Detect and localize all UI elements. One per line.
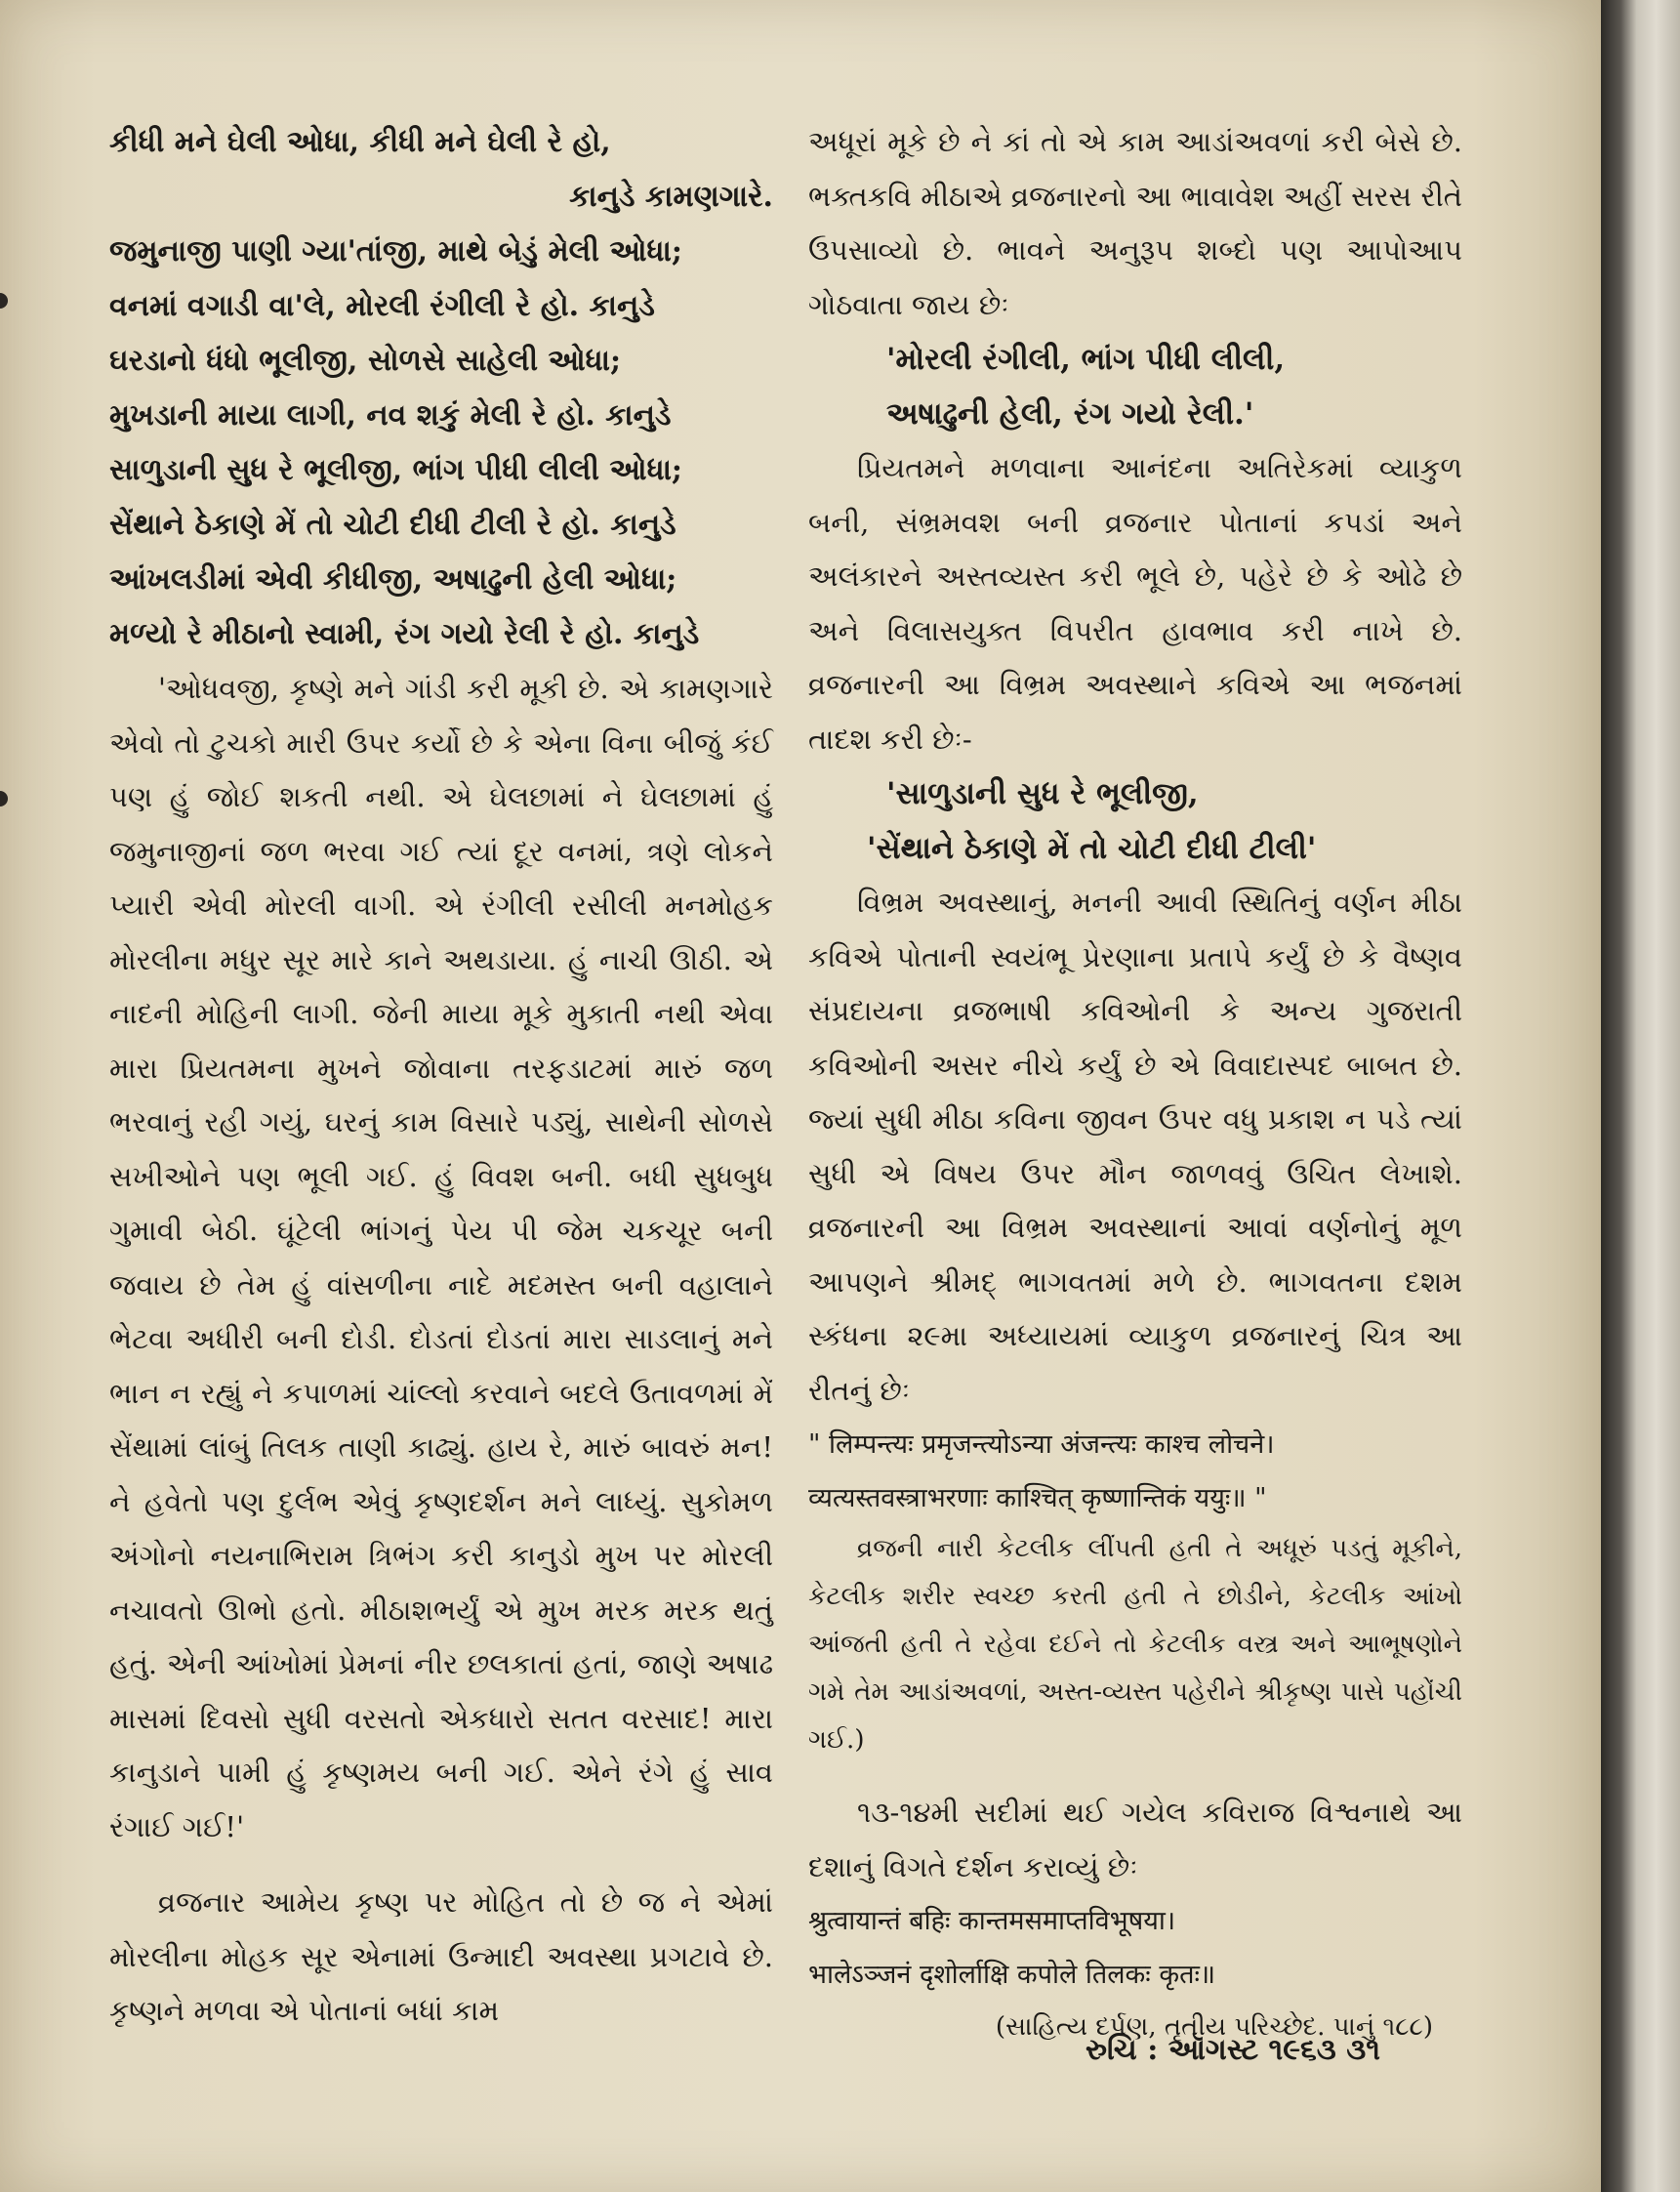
- verse-line: ઘરડાનો ધંધો ભૂલીજી, સોળસે સાહેલી ઓધા;: [109, 344, 622, 378]
- body-paragraph: વ્રજનાર આમેય કૃષ્ણ પર મોહિત તો છે જ ને એમાં મોરલીના મોહક સૂર એનામાં ઉન્માદી અવસ્થા પ્રગટાવે છે. કૃષ્ણને મળવા એ પોતાનાં બધાં કામ: [109, 1885, 773, 2027]
- right-column: [808, 115, 1462, 2052]
- body-paragraph: ૧૩-૧૪મી સદીમાં થઈ ગયેલ કવિરાજ વિશ્વનાથે આ દશાનું વિગતે દર્શન કરાવ્યું છેઃ: [808, 1796, 1462, 1883]
- sanskrit-verse-line: व्यत्यस्तवस्त्राभरणाः काश्चित् कृष्णान्तिकं ययुः॥ ": [808, 1483, 1267, 1513]
- verse-line: સેંથાને ઠેકાણે મેં તો ચોટી દીધી ટીલી રે હો. કાનુડે: [109, 508, 676, 542]
- verse-line: મળ્યો રે મીઠાનો સ્વામી, રંગ ગયો રેલી રે હો. કાનુડે: [109, 617, 700, 651]
- body-paragraph: અધૂરાં મૂકે છે ને કાં તો એ કામ આડાંઅવળાં કરી બેસે છે. ભક્તકવિ મીઠાએ વ્રજનારનો આ ભાવાવેશ અહીં સરસ રીતે ઉપસાવ્યો છે. ભાવને અનુરૂપ શબ્દો પણ આપોઆપ ગોઠવાતા જાય છેઃ: [808, 125, 1462, 321]
- quote-line: અષાઢુની હેલી, રંગ ગયો રેલી.': [886, 396, 1254, 432]
- verse-line: કાનુડે કામણગારે.: [569, 180, 773, 214]
- verse-line: વનમાં વગાડી વા'લે, મોરલી રંગીલી રે હો. કાનુડે: [109, 289, 655, 323]
- sanskrit-verse-line: श्रुत्वायान्तं बहिः कान्तमसमाप्तविभूषया।: [808, 1906, 1176, 1936]
- page-footer: રુચિ : ઑગસ્ટ ૧૯૬૩ ૩૧: [1086, 2033, 1380, 2067]
- citation: (સાહિત્ય દર્પણ, તૃતીય પરિચ્છેદ. પાનું ૧૮૮): [995, 2012, 1433, 2042]
- body-paragraph: પ્રિયતમને મળવાના આનંદના અતિરેકમાં વ્યાકુળ બની, સંભ્રમવશ બની વ્રજનાર પોતાનાં કપડાં અને અલંકારને અસ્તવ્યસ્ત કરી ભૂલે છે, પહેરે છે કે ઓઢે છે અને વિલાસયુક્ત વિપરીત હાવભાવ કરી નાખે છે. વ્રજનારની આ વિભ્રમ અવસ્થાને કવિએ આ ભજનમાં તાદશ કરી છેઃ-: [808, 451, 1462, 756]
- quote-line: 'સાળુડાની સુધ રે ભૂલીજી,: [886, 776, 1199, 811]
- sanskrit-verse-line: " लिम्पन्त्यः प्रमृजन्त्योऽन्या अंजन्त्यः काश्च लोचने।: [808, 1429, 1275, 1460]
- quote-line: 'મોરલી રંગીલી, ભાંગ પીધી લીલી,: [886, 342, 1286, 377]
- sanskrit-verse-line: भालेऽञ्जनं दृशोर्लाक्षि कपोले तिलकः कृतः॥: [808, 1960, 1216, 1990]
- body-paragraph: વિભ્રમ અવસ્થાનું, મનની આવી સ્થિતિનું વર્ણન મીઠા કવિએ પોતાની સ્વયંભૂ પ્રેરણાના પ્રતાપે કર્યું છે કે વૈષ્ણવ સંપ્રદાયના વ્રજભાષી કવિઓની કે અન્ય ગુજરાતી કવિઓની અસર નીચે કર્યું છે એ વિવાદાસ્પદ બાબત છે. જ્યાં સુધી મીઠા કવિના જીવન ઉપર વધુ પ્રકાશ ન પડે ત્યાં સુધી એ વિષય ઉપર મૌન જાળવવું ઉચિત લેખાશે. વ્રજનારની આ વિભ્રમ અવસ્થાનાં આવાં વર્ણનોનું મૂળ આપણને શ્રીમદ્ ભાગવતમાં મળે છે. ભાગવતના દશમ સ્કંધના ૨૯મા અધ્યાયમાં વ્યાકુળ વ્રજનારનું ચિત્ર આ રીતનું છેઃ: [808, 886, 1462, 1407]
- verse-line: જમુનાજી પાણી ગ્યા'તાંજી, માથે બેડું મેલી ઓધા;: [109, 234, 682, 269]
- verse-line: સાળુડાની સુધ રે ભૂલીજી, ભાંગ પીધી લીલી ઓધા;: [109, 453, 682, 487]
- page-edge-shadow: [1601, 0, 1680, 2192]
- verse-line: મુખડાની માયા લાગી, નવ શકું મેલી રે હો. કાનુડે: [109, 398, 672, 433]
- verse-line: આંખલડીમાં એવી કીધીજી, અષાઢુની હેલી ઓધા;: [109, 562, 677, 597]
- translation-paragraph: વ્રજની નારી કેટલીક લીંપતી હતી તે અધૂરું પડતું મૂકીને, કેટલીક શરીર સ્વચ્છ કરતી હતી તે છોડીને, કેટલીક આંખો આંજતી હતી તે રહેવા દઈને તો કેટલીક વસ્ત્ર અને આભૂષણોને ગમે તેમ આડાંઅવળાં, અસ્ત-વ્યસ્ત પહેરીને શ્રીકૃષ્ણ પાસે પહોંચી ગઈ.): [808, 1534, 1462, 1755]
- verse-line: કીધી મને ઘેલી ઓધા, કીધી મને ઘેલી રે હો,: [109, 125, 611, 159]
- body-paragraph: 'ઓધવજી, કૃષ્ણે મને ગાંડી કરી મૂકી છે. એ કામણગારે એવો તો ટુચકો મારી ઉપર કર્યો છે કે એના વિના બીજું કંઈ પણ હું જોઈ શકતી નથી. એ ઘેલછામાં ને ઘેલછામાં હું જમુનાજીનાં જળ ભરવા ગઈ ત્યાં દૂર વનમાં, ત્રણે લોકને પ્યારી એવી મોરલી વાગી. એ રંગીલી રસીલી મનમોહક મોરલીના મધુર સૂર મારે કાને અથડાયા. હું નાચી ઊઠી. એ નાદની મોહિની લાગી. જેની માયા મૂકે મુકાતી નથી એવા મારા પ્રિયતમના મુખને જોવાના તરફડાટમાં મારું જળ ભરવાનું રહી ગયું, ઘરનું કામ વિસારે પડ્યું, સાથેની સોળસે સખીઓને પણ ભૂલી ગઈ. હું વિવશ બની. બધી સુધબુધ ગુમાવી બેઠી. ઘૂંટેલી ભાંગનું પેય પી જેમ ચકચૂર બની જવાય છે તેમ હું વાંસળીના નાદે મદમસ્ત બની વહાલાને ભેટવા અધીરી બની દોડી. દોડતાં દોડતાં મારા સાડલાનું મને ભાન ન રહ્યું ને કપાળમાં ચાંલ્લો કરવાને બદલે ઉતાવળમાં મેં સેંથામાં લાંબું તિલક તાણી કાઢ્યું. હાય રે, મારું બાવરું મન! ને હવેતો પણ દુર્લભ એવું કૃષ્ણદર્શન મને લાધ્યું. સુકોમળ અંગોનો નયનાભિરામ ત્રિભંગ કરી કાનુડો મુખ પર મોરલી નચાવતો ઊભો હતો. મીઠાશભર્યું એ મુખ મરક મરક થતું હતું. એની આંખોમાં પ્રેમનાં નીર છલકાતાં હતાં, જાણે અષાઢ માસમાં દિવસો સુધી વરસતો એકધારો સતત વરસાદ! મારા કાનુડાને પામી હું કૃષ્ણમય બની ગઈ. એને રંગે હું સાવ રંગાઈ ગઈ!': [109, 672, 773, 1843]
- quote-line: 'સેંથાને ઠેકાણે મેં તો ચોટી દીધી ટીલી': [867, 831, 1317, 866]
- left-column: [109, 115, 773, 2039]
